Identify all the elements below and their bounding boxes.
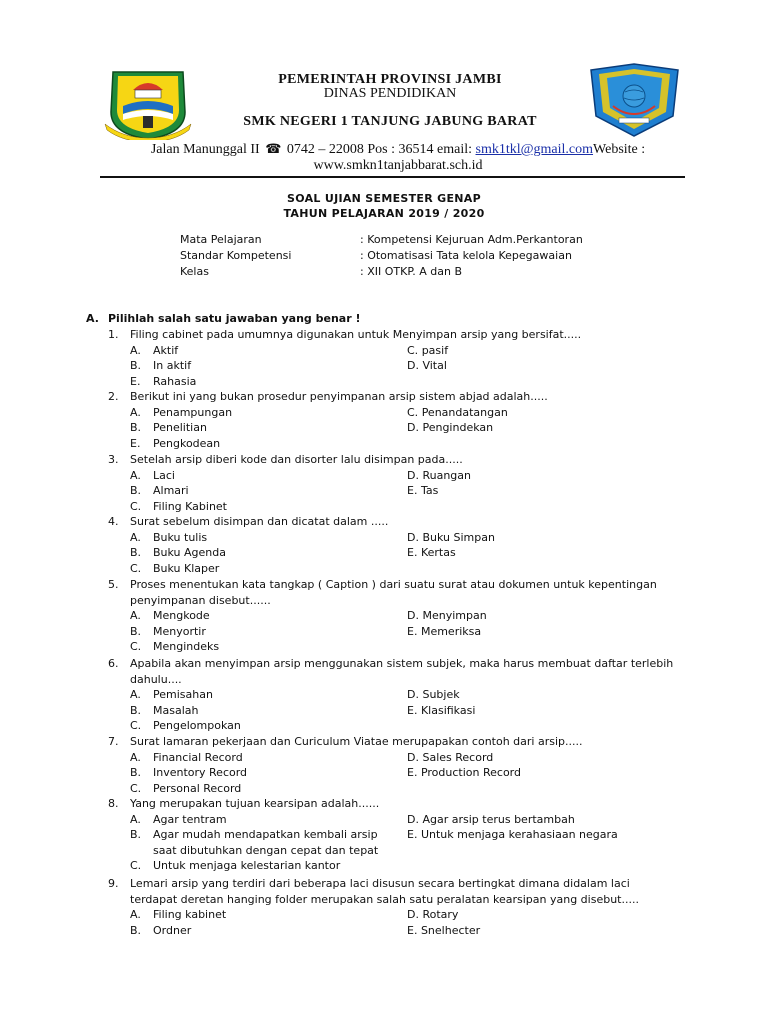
option-text: Agar arsip terus bertambah (422, 812, 575, 826)
option-right (407, 907, 458, 923)
option-text: Inventory Record (153, 766, 248, 780)
address-phone: 0742 – 22008 Pos : 36514 email: (286, 142, 473, 157)
option-letter: E. (407, 766, 421, 780)
option-right (407, 405, 508, 421)
question-number: 6. (108, 657, 119, 670)
option-letter: B. (130, 624, 142, 638)
option-letter: D. (407, 609, 423, 623)
option-letter: C. (130, 859, 142, 873)
option-text: Penandatangan (421, 405, 508, 419)
option-text: Pemisahan (153, 688, 213, 702)
option-text: Penampungan (153, 405, 233, 419)
option-text: Rotary (422, 908, 459, 922)
option-letter: B. (130, 359, 142, 373)
option-text: Pengindekan (422, 421, 494, 435)
phone-icon: ☎ (265, 141, 282, 156)
option-text: Mengindeks (153, 640, 220, 654)
option-right (407, 812, 575, 828)
option-letter: B. (130, 923, 142, 937)
option-right (407, 703, 475, 719)
option-letter: A. (130, 468, 141, 482)
option-letter: A. (130, 530, 141, 544)
option-text: In aktif (153, 359, 192, 373)
meta-value: : Kompetensi Kejuruan Adm.Perkantoran (360, 233, 583, 246)
option-right (407, 750, 493, 766)
question-text: Proses menentukan kata tangkap ( Caption ) dari suatu surat atau dokumen untuk kepentingan penyimpanan disebut...... (130, 578, 657, 607)
option-letter: B. (130, 484, 142, 498)
option-text: Vital (422, 359, 447, 373)
jambi-province-logo (103, 68, 193, 140)
option-letter: E. (130, 374, 141, 388)
question-text: Berikut ini yang bukan prosedur penyimpanan arsip sistem abjad adalah..... (130, 390, 548, 403)
section-instruction: Pilihlah salah satu jawaban yang benar ! (108, 312, 361, 325)
option-text: Ruangan (422, 468, 471, 482)
option-right (407, 608, 487, 624)
option-text: Almari (153, 484, 189, 498)
option-text: Mengkode (153, 609, 210, 623)
school-name: SMK NEGERI 1 TANJUNG JABUNG BARAT (243, 114, 537, 129)
question-text: Setelah arsip diberi kode dan disorter lalu disimpan pada..... (130, 453, 463, 466)
question-number: 2. (108, 390, 119, 403)
option-letter: D. (407, 421, 423, 435)
government-name: PEMERINTAH PROVINSI JAMBI (278, 72, 502, 87)
option-letter: C. (407, 343, 422, 357)
website-url[interactable]: www.smkn1tanjabbarat.sch.id (313, 158, 483, 173)
option-text: Pengelompokan (153, 719, 241, 733)
option-text: Menyimpan (422, 609, 487, 623)
option-letter: E. (407, 484, 421, 498)
question-number: 4. (108, 515, 119, 528)
option-text: Pengkodean (153, 436, 221, 450)
option-text: Financial Record (153, 750, 243, 764)
option-text: Subjek (422, 688, 460, 702)
question-number: 5. (108, 578, 119, 591)
option-text: Agar tentram (153, 812, 227, 826)
option-letter: D. (407, 530, 423, 544)
meta-label: Standar Kompetensi (180, 249, 292, 262)
option-right (407, 358, 447, 374)
website-label: Website : (593, 142, 646, 157)
option-letter: D. (407, 812, 423, 826)
option-text: Rahasia (153, 374, 197, 388)
section-letter: A. (86, 312, 99, 325)
option-text: Laci (153, 468, 175, 482)
option-letter: E. (407, 546, 421, 560)
option-letter: E. (407, 923, 421, 937)
question-text: Yang merupakan tujuan kearsipan adalah...... (130, 797, 380, 810)
meta-label: Mata Pelajaran (180, 233, 262, 246)
option-letter: A. (130, 343, 141, 357)
question-text: Apabila akan menyimpan arsip menggunakan sistem subjek, maka harus membuat daftar terlebih dahulu.... (130, 657, 674, 686)
option-letter: A. (130, 405, 141, 419)
option-letter: E. (407, 828, 421, 842)
option-text: Agar mudah mendapatkan kembali arsip saat dibutuhkan dengan cepat dan tepat (153, 828, 379, 857)
option-letter: D. (407, 359, 423, 373)
address-street: Jalan Manunggal II (150, 142, 260, 157)
department-name: DINAS PENDIDIKAN (323, 86, 457, 101)
question-text: Surat sebelum disimpan dan dicatat dalam ..... (130, 515, 389, 528)
letterhead-divider (100, 176, 685, 178)
option-text: Buku Klaper (153, 561, 220, 575)
option-text: Untuk menjaga kerahasiaan negara (420, 828, 618, 842)
option-letter: C. (130, 781, 142, 795)
option-right (407, 468, 471, 484)
school-logo (587, 62, 682, 138)
option-right (407, 545, 456, 561)
option-text: Kertas (420, 546, 456, 560)
option-right (407, 923, 480, 939)
meta-value: : XII OTKP. A dan B (360, 265, 462, 278)
exam-year: TAHUN PELAJARAN 2019 / 2020 (283, 207, 485, 220)
option-text: Filing Kabinet (153, 499, 227, 513)
option-text: Personal Record (153, 781, 242, 795)
option-text: Memeriksa (420, 624, 482, 638)
option-letter: A. (130, 908, 141, 922)
option-right (407, 530, 495, 546)
option-letter: E. (407, 703, 421, 717)
option-text: Klasifikasi (420, 703, 476, 717)
option-text: Menyortir (153, 624, 206, 638)
question-text: Lemari arsip yang terdiri dari beberapa laci disusun secara bertingkat dimana didalam laci terdapat deretan hanging folder merupakan salah satu peralatan kearsipan yang disebut..... (130, 877, 639, 906)
email-link[interactable]: smk1tkl@gmail.com (475, 142, 594, 157)
question-number: 1. (108, 328, 119, 341)
option-text: Sales Record (422, 750, 494, 764)
option-right (407, 687, 460, 703)
option-letter: B. (130, 703, 142, 717)
option-letter: B. (130, 421, 142, 435)
question-number: 9. (108, 877, 119, 890)
option-letter: D. (407, 908, 423, 922)
exam-title: SOAL UJIAN SEMESTER GENAP (287, 192, 481, 205)
option-letter: A. (130, 609, 141, 623)
option-letter: D. (407, 750, 423, 764)
option-letter: B. (130, 828, 142, 842)
question-number: 7. (108, 735, 119, 748)
option-letter: C. (130, 640, 142, 654)
question-number: 3. (108, 453, 119, 466)
option-right (407, 827, 618, 843)
option-letter: A. (130, 750, 141, 764)
option-letter: B. (130, 766, 142, 780)
question-text: Surat lamaran pekerjaan dan Curiculum Viatae merupapakan contoh dari arsip..... (130, 735, 583, 748)
option-right (407, 624, 481, 640)
option-text: Masalah (153, 703, 199, 717)
school-address (118, 141, 678, 174)
option-text: Production Record (420, 766, 521, 780)
option-text: Snelhecter (420, 923, 481, 937)
option-right (407, 420, 493, 436)
option-text: pasif (421, 343, 449, 357)
option-text: Buku tulis (153, 530, 208, 544)
option-text: Aktif (153, 343, 179, 357)
option-text: Untuk menjaga kelestarian kantor (153, 859, 341, 873)
option-letter: A. (130, 812, 141, 826)
option-letter: E. (130, 436, 141, 450)
meta-label: Kelas (180, 265, 209, 278)
option-letter: C. (130, 719, 142, 733)
option-right (407, 765, 521, 781)
option-letter: A. (130, 688, 141, 702)
option-text: Tas (420, 484, 439, 498)
option-letter: E. (407, 624, 421, 638)
option-text: Buku Simpan (422, 530, 495, 544)
meta-value: : Otomatisasi Tata kelola Kepegawaian (360, 249, 572, 262)
option-letter: C. (130, 561, 142, 575)
option-letter: D. (407, 688, 423, 702)
option-letter: C. (130, 499, 142, 513)
option-text: Penelitian (153, 421, 207, 435)
option-text: Buku Agenda (153, 546, 226, 560)
option-text: Ordner (153, 923, 192, 937)
option-text: Filing kabinet (153, 908, 227, 922)
option-letter: B. (130, 546, 142, 560)
question-number: 8. (108, 797, 119, 810)
question-text: Filing cabinet pada umumnya digunakan untuk Menyimpan arsip yang bersifat..... (130, 328, 582, 341)
option-letter: D. (407, 468, 423, 482)
option-right (407, 483, 438, 499)
option-letter: C. (407, 405, 422, 419)
option-right (407, 343, 448, 359)
